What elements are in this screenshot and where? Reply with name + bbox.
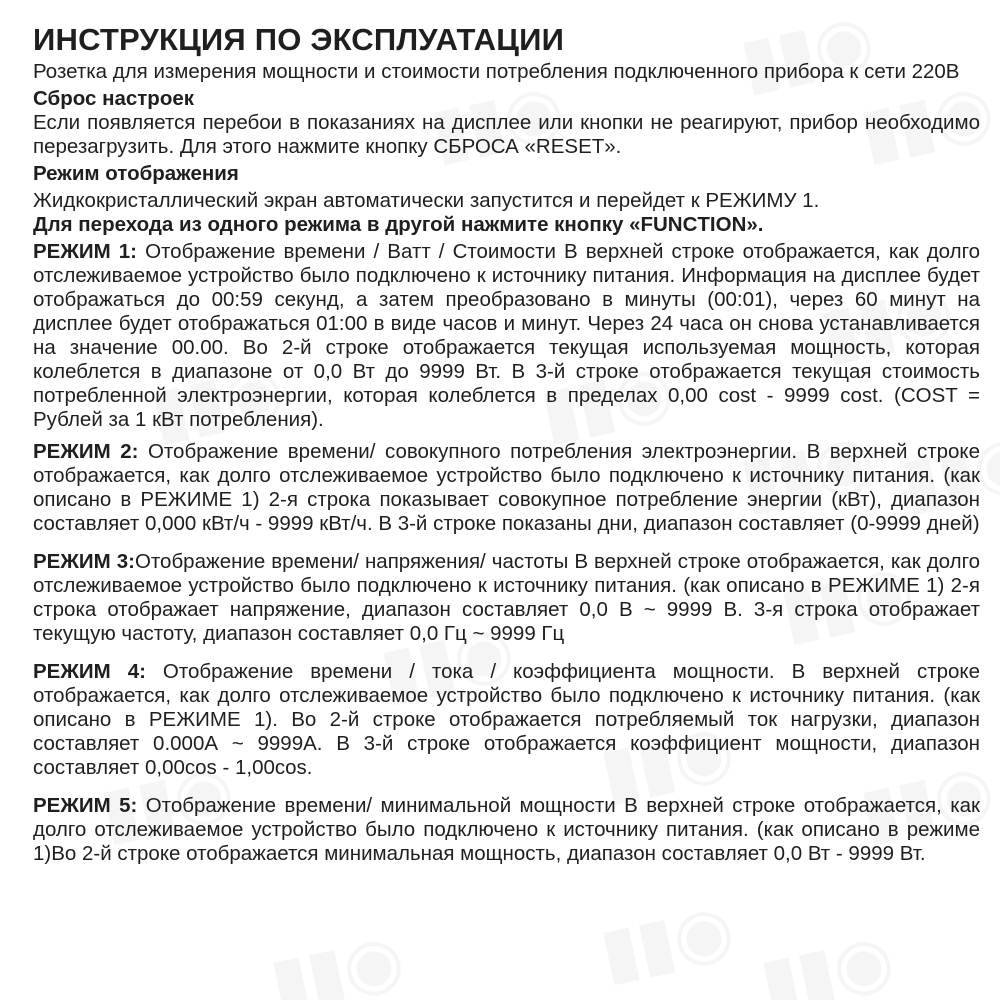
instruction-document xyxy=(33,20,980,866)
mode-3-section xyxy=(33,550,980,646)
mode-4-label: РЕЖИМ 4: xyxy=(33,660,146,683)
watermark-mark xyxy=(263,917,409,1000)
mode-1-section xyxy=(33,240,980,432)
watermark-mark xyxy=(593,887,739,995)
mode-1-label: РЕЖИМ 1: xyxy=(33,240,137,263)
display-mode-heading: Режим отображения xyxy=(33,162,239,185)
document-subtitle: Розетка для измерения мощности и стоимости потребления подключенного прибора к сети 220В xyxy=(33,60,960,83)
mode-4-section xyxy=(33,660,980,780)
mode-3-label: РЕЖИМ 3: xyxy=(33,550,135,573)
function-button-instruction: Для перехода из одного режима в другой нажмите кнопку «FUNCTION». xyxy=(33,213,764,236)
mode-1-text: Отображение времени / Ватт / Стоимости В верхней строке отображается, как долго отслеживаемое устройство было подключено к источнику питания. Информация на дисплее будет отображаться до 00:59 секунд, а затем преобразовано в минуты (00:01), через 60 минут на дисплее будет отображаться 01:00 в виде часов и минут. Через 24 часа он снова устанавливается на значение 00.00. Во 2-й строке отображается текущая используемая мощность, которая колеблется в диапазоне от 0,0 Вт до 9999 Вт. В 3-й строке отображается текущая стоимость потребленной электроэнергии, которая колеблется в пределах 0,00 cost - 9999 cost. (COST = Рублей за 1 кВт потребления). xyxy=(33,240,980,431)
reset-heading: Сброс настроек xyxy=(33,87,194,110)
mode-2-section xyxy=(33,440,980,536)
mode-4-text: Отображение времени / тока / коэффициента мощности. В верхней строке отображается, как долго отслеживаемое устройство было подключено к источнику питания. (как описано в РЕЖИМЕ 1). Во 2-й строке отображается потребляемый ток нагрузки, диапазон составляет 0.000А ~ 9999А. В 3-й строке отображается коэффициент мощности, диапазон составляет 0,00cos - 1,00cos. xyxy=(33,660,981,779)
reset-text: Если появляется перебои в показаниях на дисплее или кнопки не реагируют, прибор необходимо перезагрузить. Для этого нажмите кнопку СБРОСА «RESET». xyxy=(33,111,980,158)
mode-3-text: Отображение времени/ напряжения/ частоты В верхней строке отображается, как долго отслеживаемое устройство было подключено к источнику питания. (как описано в РЕЖИМЕ 1) 2-я строка отображает напряжение, диапазон составляет 0,0 В ~ 9999 В. 3-я строка отображает текущую частоту, диапазон составляет 0,0 Гц ~ 9999 Гц xyxy=(33,550,981,645)
mode-2-label: РЕЖИМ 2: xyxy=(33,440,139,463)
mode-5-section xyxy=(33,794,980,866)
mode-2-text: Отображение времени/ совокупного потребления электроэнергии. В верхней строке отображается, как долго отслеживаемое устройство было подключено к источнику питания. (как описано в РЕЖИМЕ 1) 2-я строка показывает совокупное потребление энергии (кВт), диапазон составляет 0,000 кВт/ч - 9999 кВт/ч. В 3-й строке показаны дни, диапазон составляет (0-9999 дней) xyxy=(33,440,981,535)
document-title: ИНСТРУКЦИЯ ПО ЭКСПЛУАТАЦИИ xyxy=(33,22,565,57)
mode-5-label: РЕЖИМ 5: xyxy=(33,794,138,817)
watermark-mark xyxy=(753,917,899,1000)
display-mode-text: Жидкокристаллический экран автоматически запустится и перейдет к РЕЖИМУ 1. xyxy=(33,189,820,212)
mode-5-text: Отображение времени/ минимальной мощности В верхней строке отображается, как долго отслеживаемое устройство было подключено к источнику питания. (как описано в режиме 1)Во 2-й строке отображается минимальная мощность, диапазон составляет 0,0 Вт - 9999 Вт. xyxy=(33,794,981,865)
